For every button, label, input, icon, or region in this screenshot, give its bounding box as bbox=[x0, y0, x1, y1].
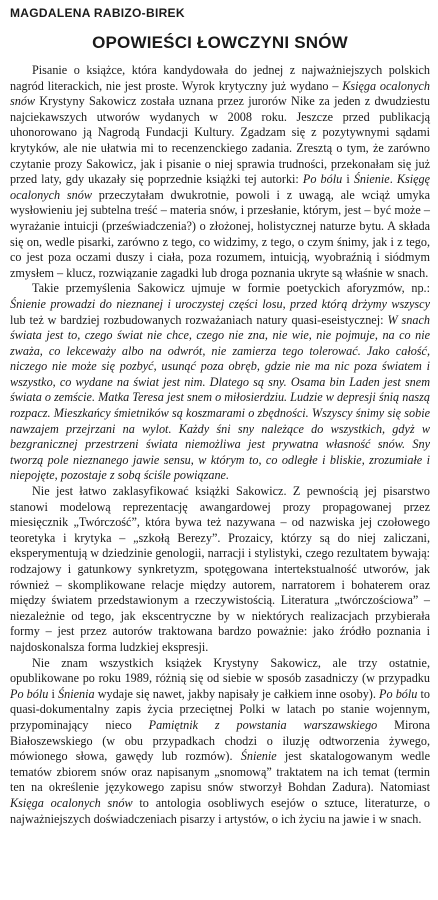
italic-text-run: Pamiętnik z powstania warszawskiego bbox=[148, 717, 378, 732]
italic-text-run: Po bólu bbox=[379, 686, 418, 701]
italic-text-run: Po bólu bbox=[302, 172, 343, 187]
text-run: jest skatalogowanym wedle tematów zbiorem snów oraz napisanym „snomową” traktatem na ich temat (termin ten na określenie językowego zapisu snów stworzył Bohdan Zadura). Natomiast bbox=[10, 749, 430, 795]
italic-text-run: Śnienie bbox=[240, 749, 277, 764]
author-name: MAGDALENA RABIZO-BIREK bbox=[10, 6, 185, 20]
text-run: przeczytałam dwukrotnie, powoli i z uwagą, ale wciąż umyka wysłowieniu jej subtelna treść – materia snów, i przesłanie, którym, jest – być może – wyrażanie intuicji (przeświadczenia?) o złożonej, holistycznej naturze bytu. A składa się on, wedle pisarki, zarówno z tego, co widzimy, z tego, o czym śnimy, jak i z tego, co jest poza oczami duszy i ciała, poza rozumem, intuicją, wyobraźnią i siódmym zmysłem – klucz, rozwiązanie zagadki lub droga poznania ukryte są właśnie w snach. bbox=[10, 187, 430, 280]
italic-text-run: Śnienie bbox=[353, 172, 390, 187]
article-title: OPOWIEŚCI ŁOWCZYNI SNÓW bbox=[92, 33, 348, 52]
article-body bbox=[10, 63, 430, 827]
italic-text-run: Księga ocalonych snów bbox=[10, 795, 133, 810]
text-run: Takie przemyślenia Sakowicz ujmuje w formie poetyckich aforyzmów, np.: bbox=[32, 281, 430, 296]
text-run: i bbox=[342, 172, 354, 187]
paragraph bbox=[10, 656, 430, 828]
italic-text-run: Śnienia bbox=[58, 686, 95, 701]
text-run: Nie jest łatwo zaklasyfikować książki Sakowicz. Z pewnością jej pisarstwo stanowi modelową reprezentację awangardowej prozy propagowanej przez miesięcznik „Twórczość”, która bywa też nazywana – od nazwiska jej czołowego teoretyka i krytyka – „szkołą Berezy”. Prozaicy, którzy są do niej zaliczani, eksperymentują w dziedzinie genologii, narracji i stylistyki, czego rezultatem bywają: rodzajowy i gatunkowy synkretyzm, spotęgowana intertekstualność utworów, jak również – skomplikowane relacje między autorem, narratorem i bohaterem oraz między światem przedstawionym a rzeczywistością. Literatura „twórczościowa” – niezależnie od tego, jak ekscentryczne by w niektórych realizacjach przybierała formy – jest przez autorów traktowana bardzo poważnie: jako źródło poznania i najdoskonalsza forma ludzkiej ekspresji. bbox=[10, 484, 430, 654]
italic-text-run: Księga ocalonych snów bbox=[10, 78, 430, 109]
italic-text-run: Księgę ocalonych snów bbox=[10, 172, 431, 202]
text-run: Pisanie o książce, która kandydowała do jednej z najważniejszych polskich nagród literackich, nie jest proste. Wyrok krytyczny już wydano – bbox=[10, 63, 430, 93]
paragraph bbox=[10, 484, 430, 656]
text-run: wydaje się nawet, jakby napisały je całkiem inne osoby). bbox=[94, 686, 380, 701]
text-run: . bbox=[389, 172, 397, 187]
text-run: lub też w bardziej rozbudowanych rozważaniach natury quasi-eseistycznej: bbox=[10, 312, 388, 327]
italic-text-run: Śnienie prowadzi do nieznanej i uroczystej części losu, przed którą drżymy wszyscy bbox=[10, 296, 430, 311]
paragraph bbox=[10, 63, 430, 281]
text-run: to antologia osobliwych esejów o sztuce, literaturze, o najważniejszych doświadczeniach pisarzy i artystów, o ich życiu na jawie i w snach. bbox=[10, 795, 431, 826]
text-run: Krystyny Sakowicz została uznana przez jurorów Nike za jeden z dwudziestu najciekawszych utworów wydanych w 2008 roku. Jeszcze przed publikacją uhonorowano ją Nagrodą Fundacji Kultury. Zgadzam się z pozytywnymi sądami krytyków, ale nie ułatwia mi to recenzenckiego zadania. Zresztą o tym, że zarówno czytanie prozy Sakowicz, jak i pisanie o niej sprawia trudności, przekonałam się już przed laty, gdy ukazały się poprzednie książki tej autorki: bbox=[10, 94, 430, 187]
text-run: to quasi-dokumentalny zapis życia przeciętnej Polki w latach po stanie wojennym, przypominający nieco bbox=[10, 686, 430, 732]
text-run: i bbox=[48, 686, 58, 701]
italic-text-run: W snach świata jest to, czego świat nie chce, czego nie zna, nie wie, nie pojmuje, na co nie zważa, co lekceważy albo na odwrót, nie zamierza tego tolerować. Jako całość, niczego nie może się pozbyć, usunąć poza obręb, gdzie nie ma nic poza światem i wszystko, co wydane na świat jest nim. Dlatego są sny. Osama bin Laden jest snem świata o zemście. Matka Teresa jest snem o miłosierdziu. Ludzie w depresji śnią naszą rozpacz. Mieszkańcy śmietników są koszmarami o zbędności. Wszyscy śnimy się sobie nawzajem przejrzani na wylot. Każdy śni sny należące do wszystkich, gdyż w bezgranicznej przestrzeni świata niemożliwa jest prywatna własność snów. Sny tworzą pole nieznanego jawie sensu, w którym to, co odległe i bliskie, zrozumiałe i niepojęte, pozostaje z sobą ściśle powiązane. bbox=[10, 312, 430, 483]
paragraph bbox=[10, 281, 430, 484]
text-run: Nie znam wszystkich książek Krystyny Sakowicz, ale trzy ostatnie, opublikowane po roku 1989, różnią się od siebie w sposób zasadniczy (w przypadku bbox=[10, 655, 430, 686]
italic-text-run: Po bólu bbox=[10, 686, 49, 701]
text-run: Mirona Białoszewskiego (w obu przypadkach chodzi o iluzję odtworzenia żywego, mówionego słowa, gawędy lub rozmów). bbox=[10, 717, 430, 764]
